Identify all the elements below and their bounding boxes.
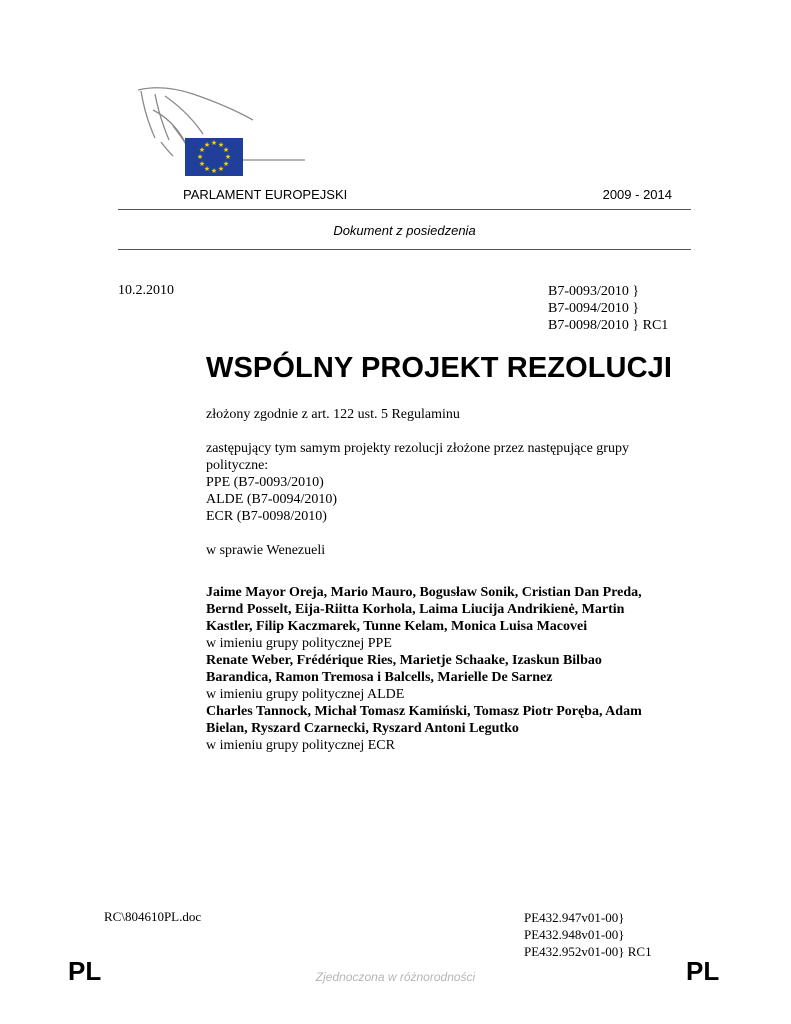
parliamentary-term: 2009 - 2014 [602, 187, 672, 202]
european-parliament-logo [133, 86, 308, 178]
language-code: PL [68, 956, 102, 986]
svg-text:★: ★ [224, 153, 232, 161]
divider [118, 249, 691, 250]
svg-text:★: ★ [222, 146, 230, 154]
eu-motto: Zjednoczona w różnorodności [315, 970, 476, 984]
svg-text:★: ★ [210, 167, 218, 175]
divider [118, 209, 691, 210]
on-behalf-of-group: w imieniu grupy politycznej ECR [206, 738, 395, 753]
reference-line: B7-0094/2010 } [548, 301, 640, 316]
svg-text:★: ★ [217, 165, 225, 173]
pe-number: PE432.952v01-00} RC1 [524, 944, 652, 959]
replaced-motion: ALDE (B7-0094/2010) [206, 492, 338, 507]
svg-text:★: ★ [198, 146, 206, 154]
reference-line: B7-0093/2010 } [548, 284, 640, 299]
pe-number: PE432.948v01-00} [524, 927, 625, 942]
file-name: RC\804610PL.doc [104, 909, 202, 924]
pe-numbers [524, 909, 652, 960]
authors-line: Kastler, Filip Kaczmarek, Tunne Kelam, Monica Luisa Macovei [206, 619, 588, 634]
authors-line: Charles Tannock, Michał Tomasz Kamiński, Tomasz Piotr Poręba, Adam [206, 704, 642, 719]
svg-text:★: ★ [203, 165, 211, 173]
document-date: 10.2.2010 [118, 283, 174, 298]
svg-text:★: ★ [222, 160, 230, 168]
svg-text:★: ★ [210, 139, 218, 147]
replaced-motion: ECR (B7-0098/2010) [206, 509, 327, 524]
document-type: Dokument z posiedzenia [333, 223, 476, 238]
svg-text:★: ★ [203, 141, 211, 149]
pe-number: PE432.947v01-00} [524, 910, 625, 925]
on-behalf-of-group: w imieniu grupy politycznej PPE [206, 636, 392, 651]
parliament-hemicycle-icon [133, 86, 308, 178]
authors-line: Renate Weber, Frédérique Ries, Marietje Schaake, Izaskun Bilbao [206, 653, 602, 668]
svg-text:★: ★ [198, 160, 206, 168]
reference-line: B7-0098/2010 } RC1 [548, 318, 669, 333]
svg-text:★: ★ [196, 153, 204, 161]
authors-line: Bielan, Ryszard Czarnecki, Ryszard Antoni Legutko [206, 721, 519, 736]
organization-name: PARLAMENT EUROPEJSKI [183, 187, 348, 202]
authors-line: Bernd Posselt, Eija-Riitta Korhola, Laima Liucija Andrikienė, Martin [206, 602, 625, 617]
document-references [548, 283, 668, 334]
document-title: WSPÓLNY PROJEKT REZOLUCJI [206, 352, 673, 384]
document-body [206, 352, 692, 754]
on-behalf-of-group: w imieniu grupy politycznej ALDE [206, 687, 405, 702]
svg-text:★: ★ [217, 141, 225, 149]
authors-line: Jaime Mayor Oreja, Mario Mauro, Bogusław Sonik, Cristian Dan Preda, [206, 585, 642, 600]
replacing-text: zastępujący tym samym projekty rezolucji złożone przez następujące grupy polityczne: [206, 441, 629, 473]
authors-line: Barandica, Ramon Tremosa i Balcells, Marielle De Sarnez [206, 670, 553, 685]
language-code: PL [686, 956, 720, 986]
replaced-motion: PPE (B7-0093/2010) [206, 475, 324, 490]
submitted-under: złożony zgodnie z art. 122 ust. 5 Regulaminu [206, 407, 460, 422]
subject: w sprawie Wenezueli [206, 543, 326, 558]
